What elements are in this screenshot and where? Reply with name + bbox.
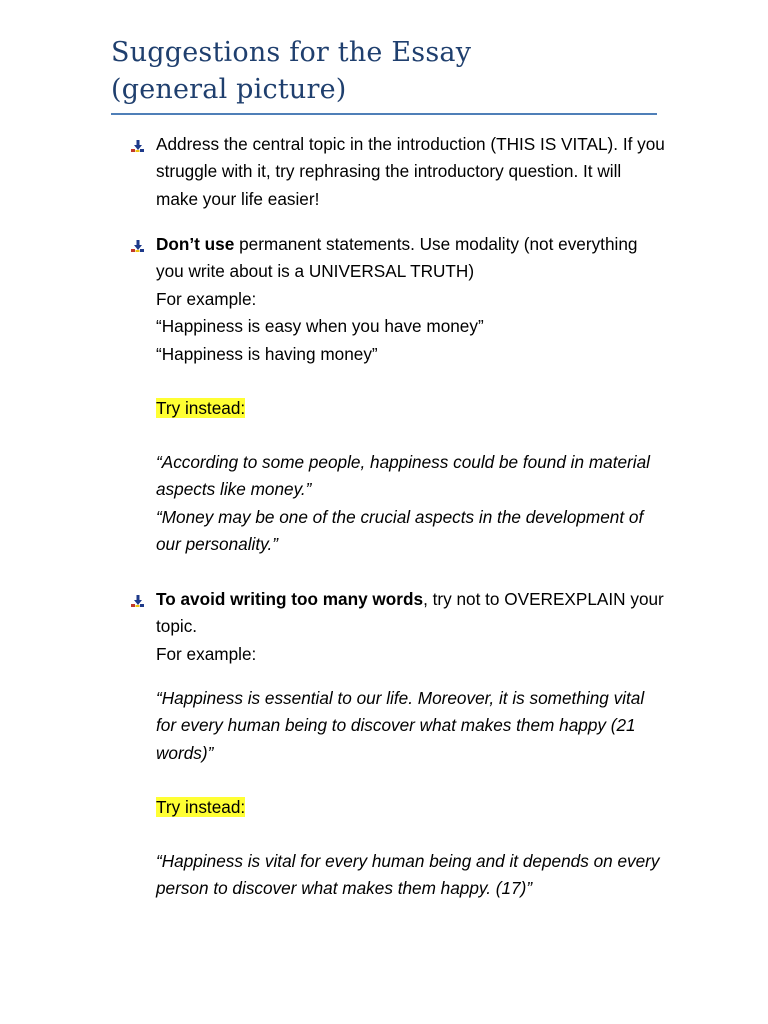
bullet-text bbox=[156, 231, 668, 286]
bullet-text: Address the central topic in the introduction (THIS IS VITAL). If you struggle with it, try rephrasing the introductory question. It will make your life easier! bbox=[156, 134, 665, 209]
quote-block-2 bbox=[156, 685, 668, 767]
title-underline-rule bbox=[111, 113, 657, 115]
bullet-item-modality bbox=[156, 231, 668, 368]
for-example-label: For example: bbox=[156, 288, 257, 309]
title-line-2: (general picture) bbox=[111, 74, 347, 105]
bullet-rest-text: permanent statements. Use modality (not everything you write about is a UNIVERSAL TRUTH) bbox=[156, 234, 638, 282]
quote-block-1 bbox=[156, 449, 668, 559]
page-title bbox=[111, 34, 471, 108]
example-line-1: “Happiness is easy when you have money” bbox=[156, 316, 484, 337]
try-instead-block-2 bbox=[156, 794, 668, 821]
arrow-down-bullet-icon bbox=[131, 240, 145, 252]
arrow-down-bullet-icon bbox=[131, 595, 145, 607]
try-instead-block-1 bbox=[156, 395, 668, 422]
title-line-1: Suggestions for the Essay bbox=[111, 37, 472, 68]
bold-lead: Don’t use bbox=[156, 234, 235, 254]
example-line-2: “Happiness is having money” bbox=[156, 343, 378, 364]
for-example-label: For example: bbox=[156, 643, 257, 664]
quote-text-2: “Happiness is essential to our life. Moreover, it is something vital for every human being to discover what makes them happy (21 words)” bbox=[156, 688, 645, 763]
quote-text-1a: “According to some people, happiness could be found in material aspects like money.” bbox=[156, 452, 650, 500]
bullet-item-overexplain bbox=[156, 586, 668, 668]
arrow-down-bullet-icon bbox=[131, 140, 145, 152]
bullet-text bbox=[156, 586, 668, 641]
try-instead-highlight: Try instead: bbox=[156, 398, 246, 418]
quote-block-3 bbox=[156, 848, 668, 903]
bullet-item-intro bbox=[156, 131, 668, 213]
bullet-rest-text: , try not to OVEREXPLAIN your topic. bbox=[156, 589, 664, 637]
bold-lead: To avoid writing too many words bbox=[156, 589, 424, 609]
try-instead-highlight: Try instead: bbox=[156, 797, 246, 817]
quote-text-3: “Happiness is vital for every human being and it depends on every person to discover what makes them happy. (17)” bbox=[156, 851, 660, 899]
quote-text-1b: “Money may be one of the crucial aspects in the development of our personality.” bbox=[156, 506, 644, 555]
